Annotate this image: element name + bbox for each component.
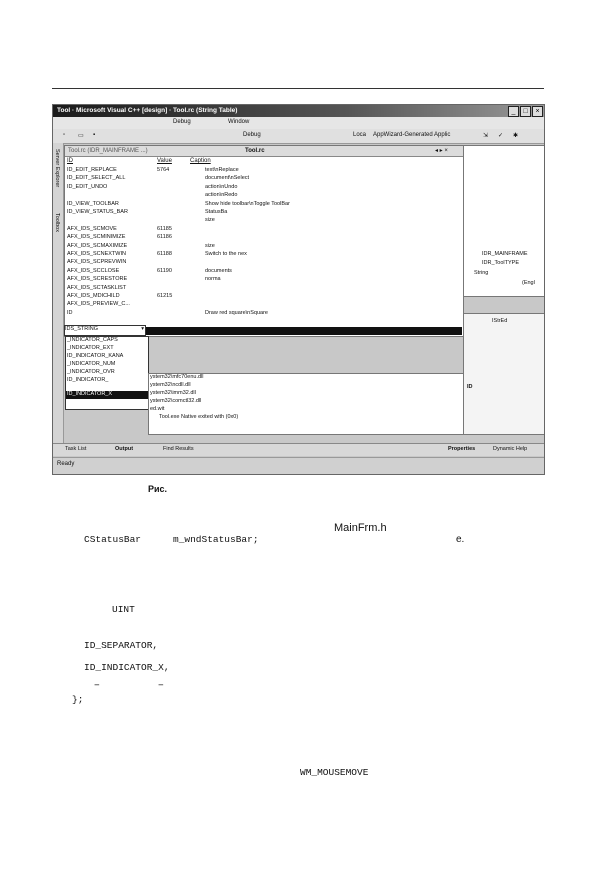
- tree-item-english[interactable]: (Engl: [522, 280, 535, 286]
- column-value[interactable]: Value: [157, 158, 172, 164]
- row-id: ID_EDIT_REPLACE: [67, 167, 117, 173]
- table-row[interactable]: [65, 243, 463, 251]
- row-id: ID_EDIT_UNDO: [67, 183, 108, 190]
- table-row[interactable]: [65, 251, 463, 259]
- row-id: AFX_IDS_SCMINIMIZE: [67, 234, 126, 241]
- table-row[interactable]: [65, 285, 463, 293]
- menu-debug[interactable]: Debug: [173, 119, 191, 125]
- tab-find-results[interactable]: Find Results: [163, 446, 194, 452]
- build-icon[interactable]: ⇲: [483, 133, 489, 139]
- table-row[interactable]: [65, 217, 463, 225]
- row-caption: Draw red square\nSquare: [205, 309, 268, 316]
- row-id: AFX_IDS_PREVIEW_C...: [67, 301, 130, 308]
- close-button[interactable]: ×: [532, 106, 543, 117]
- filename-mainfrm: MainFrm.h: [334, 522, 387, 534]
- row-caption: document\nSelect: [205, 175, 250, 182]
- chevron-down-icon[interactable]: ▾: [141, 326, 144, 332]
- id-dropdown-list: [65, 336, 149, 410]
- tab-server-explorer[interactable]: Server Explorer: [54, 149, 60, 188]
- table-row[interactable]: [65, 226, 463, 234]
- column-id[interactable]: ID: [67, 158, 73, 164]
- top-rule: [52, 88, 544, 89]
- dropdown-option[interactable]: ID_INDICATOR_KANA: [67, 353, 124, 359]
- row-value: 5764: [157, 167, 170, 173]
- tree-item-mainframe[interactable]: IDR_MAINFRAME: [482, 251, 528, 257]
- maximize-button[interactable]: □: [520, 106, 531, 117]
- row-value: 61188: [157, 251, 172, 257]
- table-row[interactable]: [65, 259, 463, 267]
- row-value: 61215: [157, 293, 173, 299]
- open-icon[interactable]: ▭: [78, 133, 84, 139]
- row-caption: text\nReplace: [205, 167, 239, 173]
- tab-properties[interactable]: Properties: [448, 446, 476, 452]
- table-row[interactable]: [65, 201, 463, 209]
- resource-view: [463, 145, 545, 297]
- output-line: ystem32\mfc70enu.dll: [150, 374, 204, 380]
- row-id: AFX_IDS_SCTASKLIST: [67, 284, 127, 291]
- bottom-tabs: [53, 443, 544, 456]
- row-caption: documents: [205, 267, 232, 274]
- code-dash-2: −: [158, 680, 164, 691]
- row-caption: size: [205, 242, 215, 249]
- row-id: AFX_IDS_SCPREVWIN: [67, 259, 127, 266]
- type-cstatusbar: CStatusBar: [84, 534, 142, 545]
- tab-dynamic-help[interactable]: Dynamic Help: [493, 446, 528, 452]
- dropdown-option[interactable]: ID_INDICATOR_X: [66, 391, 148, 399]
- table-row[interactable]: [65, 310, 463, 318]
- tools-icon[interactable]: ✱: [513, 133, 519, 139]
- solution-config[interactable]: Debug: [243, 132, 261, 138]
- row-id: AFX_IDS_SCMOVE: [67, 225, 117, 232]
- target-selector[interactable]: Loca: [353, 132, 367, 138]
- row-id: AFX_IDS_SCMAXIMIZE: [67, 242, 128, 249]
- row-id: ID_EDIT_SELECT_ALL: [67, 175, 126, 182]
- output-line: Tool.exe Native exited with (0x0): [159, 414, 239, 420]
- save-icon[interactable]: ▪: [93, 132, 96, 138]
- row-caption: norma: [205, 276, 221, 283]
- row-value: 61186: [157, 234, 172, 241]
- table-row[interactable]: [65, 276, 463, 284]
- properties-icon[interactable]: ✓: [498, 133, 504, 139]
- member-statusbar: m_wndStatusBar;: [173, 534, 259, 545]
- properties-object[interactable]: IStrEd: [492, 318, 508, 324]
- window-titlebar: [53, 105, 544, 117]
- properties-panel: [463, 313, 545, 435]
- output-line: ystem32\imm32.dll: [150, 390, 196, 396]
- row-id: ID_VIEW_TOOLBAR: [67, 200, 119, 207]
- editor-tabs: [65, 146, 463, 157]
- id-combo[interactable]: [64, 325, 146, 336]
- table-row[interactable]: [65, 192, 463, 200]
- menu-bar: [53, 117, 544, 129]
- dropdown-option[interactable]: ID_INDICATOR_: [67, 377, 109, 383]
- row-caption: StatusBa: [205, 209, 228, 215]
- tab-output[interactable]: Output: [115, 446, 134, 452]
- dropdown-option[interactable]: _INDICATOR_EXT: [67, 345, 114, 351]
- tree-item-tooltype[interactable]: IDR_ToolTYPE: [482, 260, 519, 266]
- tab-toolbox[interactable]: Toolbox: [54, 213, 60, 232]
- row-id: AFX_IDS_SCCLOSE: [67, 267, 120, 274]
- dropdown-option[interactable]: _INDICATOR_CAPS: [67, 337, 118, 343]
- output-pane: [148, 373, 464, 435]
- row-id: ID: [67, 309, 73, 316]
- code-separator: ID_SEPARATOR,: [84, 640, 159, 651]
- column-caption[interactable]: Caption: [190, 158, 211, 164]
- row-caption: Show hide toolbar\nToggle ToolBar: [205, 200, 290, 207]
- status-bar: [53, 457, 544, 474]
- toolbar: [53, 129, 544, 144]
- id-combo-value: IDS_STRING: [65, 326, 99, 332]
- tree-item-string[interactable]: String: [474, 270, 489, 276]
- figure-caption: Рис.: [148, 484, 168, 494]
- status-text: Ready: [57, 461, 75, 467]
- dropdown-option[interactable]: _INDICATOR_OVR: [67, 369, 115, 375]
- tab-active[interactable]: Tool.rc: [245, 148, 265, 154]
- code-closing-brace: };: [72, 694, 84, 705]
- table-row[interactable]: [65, 268, 463, 276]
- text-fragment-e: е.: [456, 534, 465, 545]
- message-mousemove: WM_MOUSEMOVE: [300, 767, 369, 778]
- side-tool-strip: [53, 143, 64, 443]
- dropdown-option[interactable]: _INDICATOR_NUM: [67, 361, 116, 367]
- code-dash-1: −: [94, 680, 100, 691]
- table-row[interactable]: [65, 184, 463, 192]
- output-line: ystem32\ncdll.dll: [150, 382, 191, 388]
- row-caption: action\nUndo: [205, 183, 238, 190]
- output-line: ystem32\comctl32.dll: [150, 398, 202, 404]
- row-value: 61190: [157, 267, 172, 274]
- tab-inactive[interactable]: Tool.rc (IDR_MAINFRAME ...): [68, 148, 148, 154]
- table-row[interactable]: [65, 301, 463, 309]
- row-id: AFX_IDS_SCRESTORE: [67, 276, 128, 283]
- tab-task-list[interactable]: Task List: [65, 446, 87, 452]
- close-tab-icon[interactable]: ◂ ▸ ×: [435, 148, 448, 154]
- properties-id-label: ID: [467, 384, 473, 390]
- row-id: AFX_IDS_SCNEXTWIN: [67, 251, 126, 257]
- table-row[interactable]: [65, 167, 463, 175]
- project-selector[interactable]: AppWizard-Generated Applic: [373, 132, 451, 138]
- code-indicator: ID_INDICATOR_X,: [84, 662, 170, 673]
- row-caption: Switch to the nex: [205, 251, 247, 257]
- minimize-button[interactable]: _: [508, 106, 519, 117]
- table-row[interactable]: [65, 293, 463, 301]
- row-value: 61185: [157, 225, 172, 232]
- row-caption: action\nRedo: [205, 192, 238, 199]
- menu-window[interactable]: Window: [228, 119, 250, 125]
- window-title: Tool · Microsoft Visual C++ [design] · Tool.rc (String Table): [57, 107, 238, 114]
- table-row[interactable]: [65, 234, 463, 242]
- table-row[interactable]: [65, 175, 463, 183]
- row-id: ID_VIEW_STATUS_BAR: [67, 209, 128, 215]
- string-table-editor: [64, 145, 464, 337]
- ide-screenshot: [52, 104, 545, 475]
- type-uint: UINT: [112, 604, 135, 615]
- row-caption: size: [205, 217, 215, 224]
- row-id: AFX_IDS_MDICHILD: [67, 293, 120, 299]
- output-line: ed.wit: [150, 406, 165, 412]
- new-icon[interactable]: ▫: [63, 132, 66, 138]
- table-row[interactable]: [65, 209, 463, 217]
